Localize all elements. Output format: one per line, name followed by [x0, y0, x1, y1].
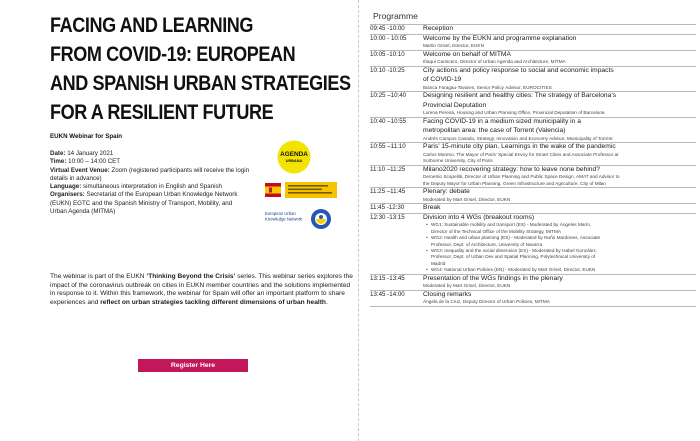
programme-title: Welcome by the EUKN and programme explanation — [423, 34, 577, 42]
programme-item — [370, 66, 696, 92]
programme-time: 12:30 -13:15 — [370, 213, 405, 221]
programme-title: Division into 4 WGs (breakout rooms) — [423, 213, 535, 221]
programme-item — [370, 142, 696, 164]
row-separator — [370, 50, 696, 51]
working-group-line: WG4: National Urban Policies (EN) - Moderated by Mart Grisel, Director, EUKN — [431, 267, 596, 273]
event-details — [50, 150, 250, 216]
programme-time: 10:25 –10:40 — [370, 92, 407, 100]
eukn-logo — [265, 206, 337, 232]
venue-label: Virtual Event Venue: — [50, 166, 110, 174]
programme-time: 10:40 –10:55 — [370, 117, 407, 125]
spanish-government-logo — [265, 180, 337, 200]
agenda-urbana-logo — [277, 140, 311, 174]
programme-speaker: Ángela de la Cruz, Deputy Director of Urban Policies, MITMA — [423, 299, 550, 305]
programme-title: Plenary: debate — [423, 188, 470, 196]
programme-item — [370, 290, 696, 306]
programme-speaker: Demetrio Scopelliti, Director of Urban Planning and Public Space Design, AMAT and Advisor to — [423, 174, 620, 180]
programme-item — [370, 187, 696, 203]
description-emphasis: reflect on urban strategies tackling different dimensions of urban health — [100, 298, 326, 306]
programme-item — [370, 34, 696, 50]
working-group-line: Professor, Dept. of Architecture, University of Navarra — [431, 241, 543, 247]
programme-speaker: Andrés Campos Casado, Strategy, Innovation and Economy Advisor, Municipality of Torrent — [423, 135, 613, 141]
working-group-text — [431, 235, 696, 248]
programme-title: Milano2020 recovering strategy: how to leave none behind? — [423, 165, 600, 173]
row-separator — [370, 306, 696, 307]
programme-speaker: Iñaqui Carnicero, Director of Urban Agenda and Architecture, MITMA — [423, 59, 566, 65]
event-title — [50, 11, 351, 127]
language-label: Language: — [50, 183, 82, 191]
programme-time: 10:10 -10:25 — [370, 66, 405, 74]
programme-content — [423, 24, 696, 34]
programme-title: Facing COVID-19 in a medium sized municipality in a — [423, 117, 581, 125]
eukn-logo-text-2: Knowledge Network — [265, 216, 303, 222]
title-line: FROM COVID-19: EUROPEAN — [50, 42, 296, 66]
programme-content — [423, 213, 696, 274]
programme-item — [370, 203, 696, 213]
programme-item — [370, 117, 696, 143]
description-text: series. This webinar series explores the impact of the coronavirus outbreak on cities in EUKN member countries and the solutions implemented in response to it. Within this framework, the webinar for Spain will offer an important platform to share experiences and — [50, 273, 353, 306]
register-button[interactable]: Register Here — [138, 359, 248, 372]
row-separator — [370, 274, 696, 275]
programme-time: 11:45 -12:30 — [370, 204, 405, 212]
description-text: . — [325, 298, 328, 306]
programme-item — [370, 91, 696, 117]
programme-speaker: Carlos Moreno, The Mayor of Paris’ Special Envoy for Smart Cities and Associate Professor at — [423, 151, 619, 157]
description-text: The webinar is part of the EUKN — [50, 273, 147, 280]
organisers-line — [50, 191, 250, 216]
working-group-text — [431, 248, 696, 267]
row-separator — [370, 34, 696, 35]
working-group-item — [423, 235, 696, 248]
time-line — [50, 158, 250, 166]
programme-content — [423, 34, 696, 50]
event-info-column — [50, 0, 353, 441]
programme-content — [423, 290, 696, 306]
programme-content — [423, 203, 696, 213]
programme-speaker: Martin Grisel, Director, EUKN — [423, 43, 484, 49]
programme-speaker: Sorbonne University, City of Paris — [423, 158, 493, 164]
event-subtitle: EUKN Webinar for Spain — [50, 133, 123, 140]
title-line: FACING AND LEARNING — [50, 13, 254, 37]
row-separator — [370, 142, 696, 143]
programme-speaker: Moderated by Mart Grisel, Director, EUKN — [423, 196, 511, 202]
row-separator — [370, 203, 696, 204]
organisers-value: Secretariat of the European Urban Knowledge Network (EUKN) EGTC and the Spanish Ministry of Transport, Mobility, and Urban Agenda (MITMA) — [50, 191, 238, 216]
programme-speaker: Bianca Faragau-Tavares, Senior Policy Advisor, EUROCITIES — [423, 84, 552, 90]
row-separator — [370, 66, 696, 67]
programme-speaker: the Deputy Mayor for Urban Planning, Green Infrastructure and Agriculture, City of Milan — [423, 180, 606, 186]
programme-title: Break — [423, 204, 441, 212]
language-line — [50, 183, 250, 191]
programme-title: of COVID-19 — [423, 76, 462, 84]
title-line: FOR A RESILIENT FUTURE — [50, 100, 274, 124]
programme — [370, 11, 696, 306]
programme-time: 13:45 -14:00 — [370, 290, 405, 298]
venue-value: Zoom (registered participants will receive the login details in advance) — [50, 166, 250, 182]
programme-time: 10:00 - 10:05 — [370, 34, 407, 42]
programme-heading: Programme — [373, 11, 418, 21]
working-group-line: WG2: Health and urban planning (ES) - Moderated by Nuño Mardones, Associate — [431, 235, 601, 241]
programme-speaker: Lorena Pereira, Housing and Urban Planning Office, Provincial Deputation of Barcelona — [423, 110, 605, 116]
programme-title: Reception — [423, 25, 454, 32]
programme-title: City actions and policy response to social and economic impacts — [423, 66, 614, 74]
programme-title: Welcome on behalf of MITMA — [423, 50, 511, 58]
programme-title: Presentation of the WGs findings in the plenary — [423, 274, 563, 282]
eukn-logo-text-1: European Urban — [265, 211, 296, 216]
programme-time: 10:05 -10:10 — [370, 50, 405, 58]
date-line — [50, 150, 250, 158]
programme-title: Closing remarks — [423, 290, 472, 298]
programme-time: 13:15 -13:45 — [370, 274, 405, 282]
row-separator — [370, 91, 696, 92]
programme-content — [423, 117, 696, 143]
programme-item — [370, 50, 696, 66]
working-group-item — [423, 222, 696, 235]
title-line: AND SPANISH URBAN STRATEGIES — [50, 71, 351, 95]
bullet-icon: • — [426, 248, 428, 253]
row-separator — [370, 187, 696, 188]
bullet-icon: • — [426, 267, 428, 273]
date-value: 14 January 2021 — [67, 150, 114, 157]
language-value: simultaneous interpretation in English and Spanish — [83, 183, 222, 191]
time-value: 10:00 – 14:00 CET — [68, 158, 121, 166]
row-separator — [370, 117, 696, 118]
venue-line — [50, 167, 250, 184]
row-separator — [370, 24, 696, 25]
row-separator — [370, 213, 696, 214]
working-group-text — [431, 222, 696, 235]
programme-content — [423, 91, 696, 117]
programme-speaker: Moderated by Mart Grisel, Director, EUKN — [423, 283, 511, 289]
programme-title: Provincial Deputation — [423, 101, 487, 109]
time-label: Time: — [50, 158, 67, 166]
row-separator — [370, 290, 696, 291]
programme-content — [423, 187, 696, 203]
programme-time: 11:25 –11:45 — [370, 188, 406, 196]
series-name: ‘Thinking Beyond the Crisis’ — [146, 273, 236, 280]
programme-content — [423, 50, 696, 66]
programme-content — [423, 165, 696, 187]
bullet-icon: • — [426, 222, 428, 228]
programme-title: Paris’ 15-minute city plan. Learnings in the wake of the pandemic — [423, 143, 616, 151]
column-divider — [358, 0, 359, 441]
programme-content — [423, 274, 696, 290]
bullet-icon: • — [426, 235, 428, 241]
programme-time: 11:10 –11:25 — [370, 165, 406, 173]
programme-content — [423, 142, 696, 164]
agenda-logo-text-2: URBANA — [285, 159, 303, 163]
row-separator — [370, 165, 696, 166]
programme-item — [370, 274, 696, 290]
programme-item — [370, 165, 696, 187]
programme-title: Designing resilient and healthy cities: The strategy of Barcelona’s — [423, 92, 617, 100]
working-group-line: Madrid — [431, 260, 446, 266]
programme-content — [423, 66, 696, 92]
working-group-line: Professor, Dept. of Urban Dev and Spatial Planning, Polytechnical University of — [431, 254, 596, 260]
working-group-line: Director of the Technical Office of the Mobility Strategy, MITMA — [431, 228, 561, 234]
programme-item — [370, 24, 696, 34]
agenda-logo-text-1: AGENDA — [280, 151, 308, 158]
organisers-label: Organisers: — [50, 191, 85, 199]
programme-time: 09:45 -10:00 — [370, 25, 405, 32]
webinar-description — [50, 273, 355, 307]
working-group-line: WG3: Inequality and the social dimension (ES) - Moderated by Isabel González, — [431, 248, 597, 253]
programme-time: 10:55 –11:10 — [370, 143, 406, 151]
date-label: Date: — [50, 150, 66, 157]
working-group-line: WG1: Sustainable mobility and transport (ES) - Moderated by Ángeles Marín, — [431, 222, 592, 228]
programme-item — [370, 213, 696, 274]
working-group-item — [423, 248, 696, 267]
partner-logos — [265, 140, 345, 240]
programme-title: metropolitan area: the case of Torrent (Valencia) — [423, 127, 566, 135]
